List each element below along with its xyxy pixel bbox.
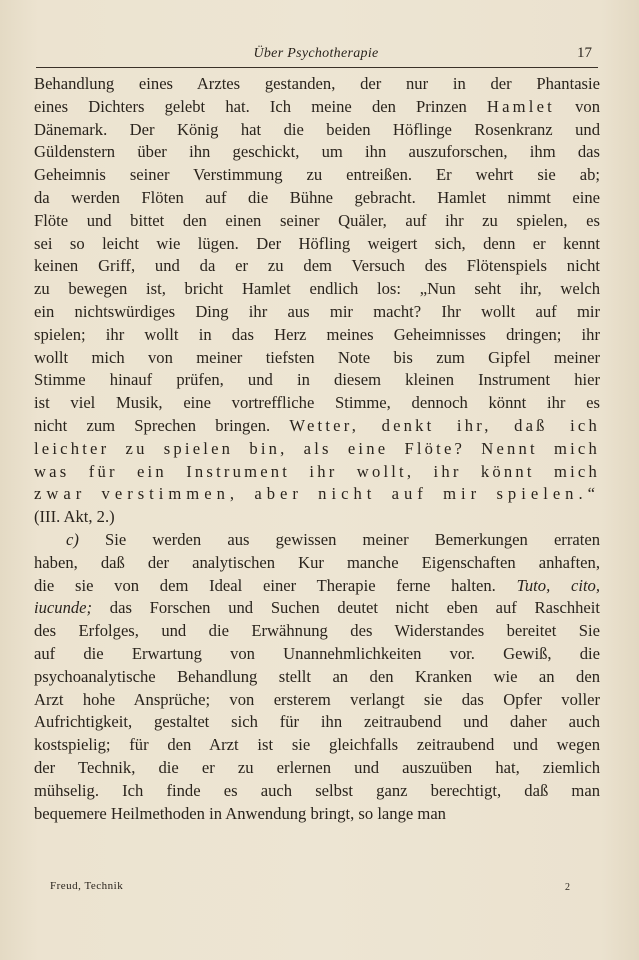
- text-line: [34, 119, 600, 142]
- text-line: [34, 301, 600, 324]
- spaced-emphasis: Hamlet: [486, 96, 555, 116]
- text-run: sei so leicht wie lügen. Der Höfling weigert sich, denn er kennt: [34, 233, 600, 253]
- text-line: [34, 780, 600, 803]
- text-line: [34, 597, 600, 620]
- text-line: [34, 233, 600, 256]
- footer-sheet-mark: 2: [565, 882, 570, 893]
- text-run: (III. Akt, 2.): [34, 507, 115, 527]
- spaced-emphasis: leichter zu spielen bin, als eine Flöte? Nennt mich: [34, 438, 600, 458]
- page-number: 17: [577, 45, 592, 61]
- text-line: [34, 278, 600, 301]
- text-line: [34, 803, 600, 826]
- italic-run: c): [66, 529, 79, 549]
- text-line: [34, 711, 600, 734]
- spaced-emphasis: zwar verstimmen, aber nicht auf mir spielen.“: [34, 484, 600, 504]
- text-run: Dänemark. Der König hat die beiden Höflinge Rosenkranz und: [34, 119, 600, 139]
- text-line: [34, 506, 600, 529]
- text-line: [34, 643, 600, 666]
- text-run: Sie werden aus gewissen meiner Bemerkungen erraten: [78, 529, 600, 549]
- running-head: Über Psychotherapie: [253, 46, 379, 61]
- text-line: [34, 324, 600, 347]
- text-run: ein nichtswürdiges Ding ihr aus mir macht? Ihr wollt auf mir: [34, 301, 600, 321]
- italic-run: iucunde;: [34, 598, 93, 618]
- italic-run: Tuto, cito,: [516, 575, 600, 595]
- text-run: die sie von dem Ideal einer Therapie ferne halten.: [34, 575, 517, 595]
- text-line: [34, 461, 600, 484]
- text-line: [34, 575, 600, 598]
- text-line: [34, 666, 600, 689]
- header-rule: [36, 67, 598, 68]
- text-line: [34, 255, 600, 278]
- text-run: keinen Griff, und da er zu dem Versuch des Flötenspiels nicht: [34, 256, 600, 276]
- text-line: [34, 757, 600, 780]
- text-line: [34, 164, 600, 187]
- text-run: das Forschen und Suchen deutet nicht eben auf Raschheit: [92, 598, 600, 618]
- page-header: [36, 44, 596, 66]
- text-line: [34, 529, 600, 552]
- text-run: der Technik, die er zu erlernen und auszuüben hat, ziemlich: [34, 757, 600, 777]
- text-line: [34, 734, 600, 757]
- text-run: kostspielig; für den Arzt ist sie gleichfalls zeitraubend und wegen: [34, 735, 600, 755]
- text-line: [34, 187, 600, 210]
- text-line: [34, 141, 600, 164]
- text-line: [34, 347, 600, 370]
- text-line: [34, 483, 600, 506]
- text-run: des Erfolges, und die Erwähnung des Widerstandes bereitet Sie: [34, 621, 600, 641]
- text-line: [34, 438, 600, 461]
- text-line: [34, 552, 600, 575]
- text-line: [34, 369, 600, 392]
- text-run: spielen; ihr wollt in das Herz meines Geheimnisses dringen; ihr: [34, 324, 600, 344]
- text-run: Arzt hohe Ansprüche; von ersterem verlangt sie das Opfer voller: [34, 689, 600, 709]
- text-run: Stimme hinauf prüfen, und in diesem kleinen Instrument hier: [34, 370, 600, 390]
- text-run: Geheimnis seiner Verstimmung zu entreißen. Er wehrt sie ab;: [34, 165, 600, 185]
- text-run: ist viel Musik, eine vortreffliche Stimme, dennoch könnt ihr es: [34, 393, 600, 413]
- text-line: [34, 415, 600, 438]
- text-run: psychoanalytische Behandlung stellt an den Kranken wie an den: [34, 666, 600, 686]
- text-line: [34, 210, 600, 233]
- body-text: [34, 73, 600, 825]
- text-run: Flöte und bittet den einen seiner Quäler, auf ihr zu spielen, es: [34, 210, 600, 230]
- text-run: zu bewegen ist, bricht Hamlet endlich los: „Nun seht ihr, welch: [34, 279, 600, 299]
- text-run: nicht zum Sprechen bringen.: [34, 415, 290, 435]
- text-line: [34, 96, 600, 119]
- text-run: mühselig. Ich finde es auch selbst ganz berechtigt, daß man: [34, 780, 600, 800]
- text-run: von: [554, 96, 600, 116]
- text-run: eines Dichters gelebt hat. Ich meine den Prinzen: [34, 96, 487, 116]
- text-run: Aufrichtigkeit, gestaltet sich für ihn zeitraubend und daher auch: [34, 712, 600, 732]
- text-line: [34, 689, 600, 712]
- text-run: wollt mich von meiner tiefsten Note bis zum Gipfel meiner: [34, 347, 600, 367]
- footer-signature: Freud, Technik: [50, 880, 124, 892]
- text-run: haben, daß der analytischen Kur manche Eigenschaften anhaften,: [34, 552, 600, 572]
- spaced-emphasis: Wetter, denkt ihr, daß ich: [289, 415, 600, 435]
- text-run: Güldenstern über ihn geschickt, um ihn auszuforschen, ihm das: [34, 142, 600, 162]
- text-run: auf die Erwartung von Unannehmlichkeiten vor. Gewiß, die: [34, 643, 600, 663]
- text-line: [34, 73, 600, 96]
- spaced-emphasis: was für ein Instrument ihr wollt, ihr könnt mich: [34, 461, 600, 481]
- page-footer: [50, 880, 570, 896]
- text-run: Behandlung eines Arztes gestanden, der nur in der Phantasie: [34, 74, 600, 93]
- text-run: bequemere Heilmethoden in Anwendung bringt, so lange man: [34, 803, 446, 823]
- text-line: [34, 392, 600, 415]
- text-run: da werden Flöten auf die Bühne gebracht. Hamlet nimmt eine: [34, 187, 600, 207]
- text-line: [34, 620, 600, 643]
